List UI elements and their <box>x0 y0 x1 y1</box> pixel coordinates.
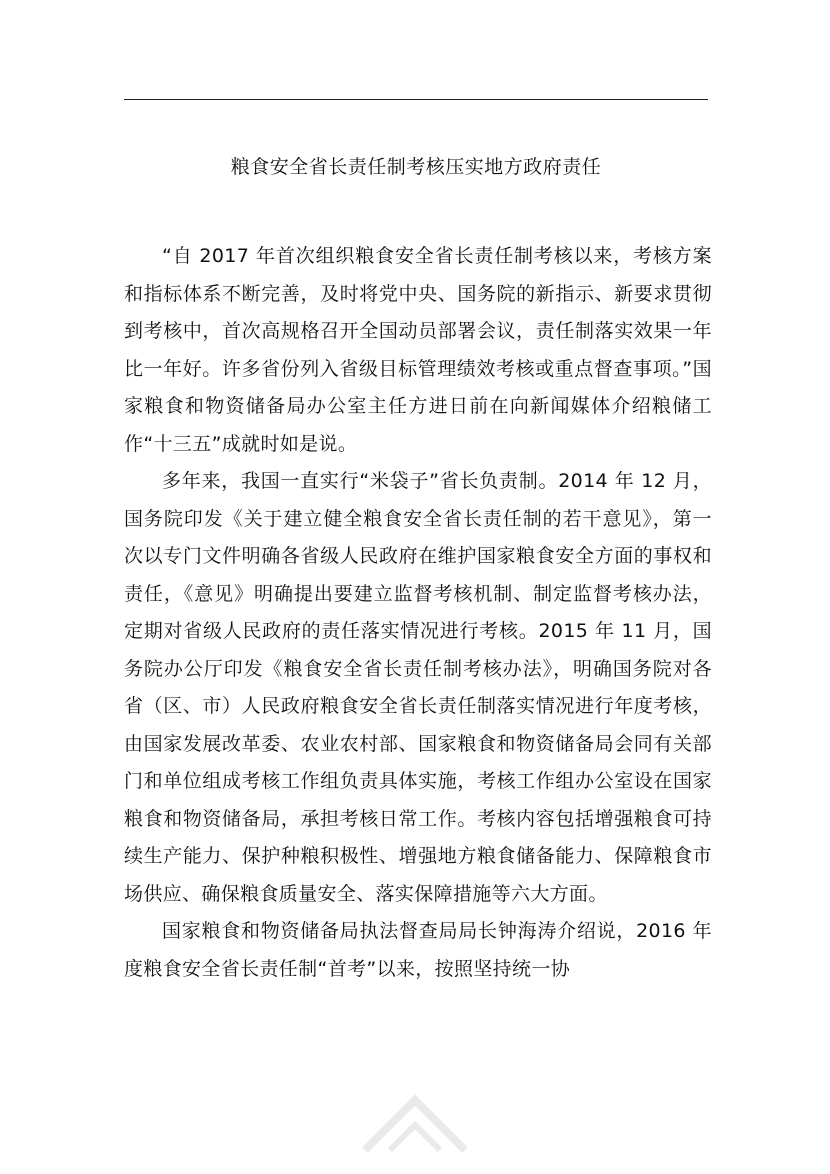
paragraph: 国家粮食和物资储备局执法督查局局长钟海涛介绍说，2016 年度粮食安全省长责任制“首考”以来，按照坚持统一协 <box>124 920 712 980</box>
watermark-icon <box>355 1080 475 1160</box>
header-rule <box>124 99 708 100</box>
document-body <box>124 238 712 988</box>
document-title: 粮食安全省长责任制考核压实地方政府责任 <box>230 156 602 178</box>
paragraph: “自 2017 年首次组织粮食安全省长责任制考核以来，考核方案和指标体系不断完善，及时将党中央、国务院的新指示、新要求贯彻到考核中，首次高规格召开全国动员部署会议，责任制落实效果一年比一年好。许多省份列入省级目标管理绩效考核或重点督查事项。”国家粮食和物资储备局办公室主任方进日前在向新闻媒体介绍粮储工作“十三五”成就时如是说。 <box>124 245 712 455</box>
paragraph: 多年来，我国一直实行“米袋子”省长负责制。2014 年 12 月，国务院印发《关于建立健全粮食安全省长责任制的若干意见》，第一次以专门文件明确各省级人民政府在维护国家粮食安全方面的事权和责任，《意见》明确提出要建立监督考核机制、制定监督考核办法，定期对省级人民政府的责任落实情况进行考核。2015 年 11 月，国务院办公厅印发《粮食安全省长责任制考核办法》，明确国务院对各省（区、市）人民政府粮食安全省长责任制落实情况进行年度考核，由国家发展改革委、农业农村部、国家粮食和物资储备局会同有关部门和单位组成考核工作组负责具体实施，考核工作组办公室设在国家粮食和物资储备局，承担考核日常工作。考核内容包括增强粮食可持续生产能力、保护种粮积极性、增强地方粮食储备能力、保障粮食市场供应、确保粮食质量安全、落实保障措施等六大方面。 <box>124 470 712 905</box>
